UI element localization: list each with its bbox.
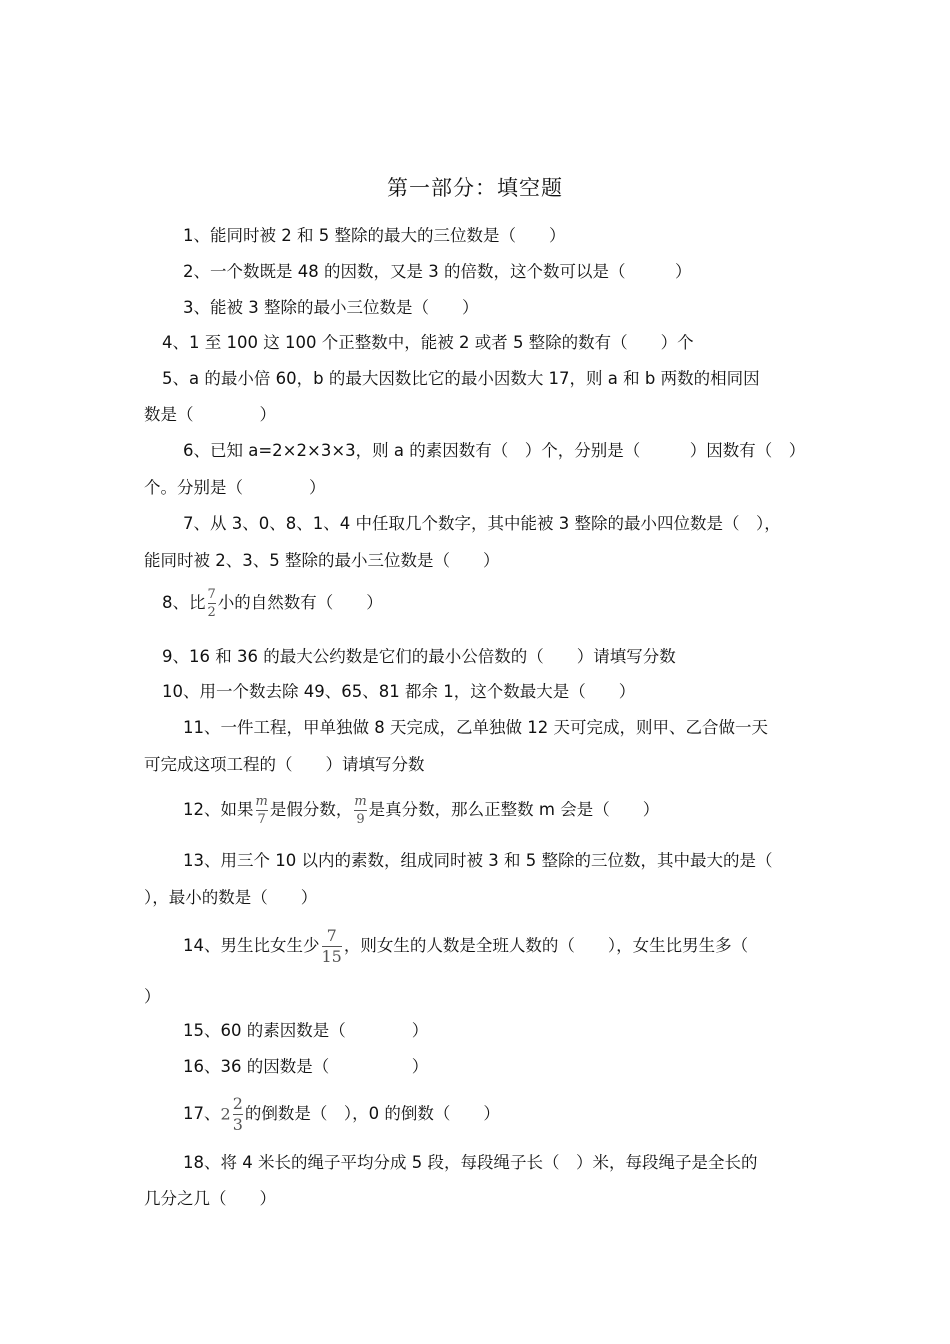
fraction-numerator: 7 xyxy=(326,926,337,945)
question-6-line-1: 6、已知 a=2×2×3×3，则 a 的素因数有（ ）个，分别是（ ）因数有（ ） xyxy=(183,441,806,460)
question-2: 2、一个数既是 48 的因数，又是 3 的倍数，这个数可以是（ ） xyxy=(183,262,692,281)
question-18-line-1: 18、将 4 米长的绳子平均分成 5 段，每段绳子长（ ）米，每段绳子是全长的 xyxy=(183,1153,758,1172)
fraction-m-over-7 xyxy=(256,795,268,826)
question-8 xyxy=(162,588,383,619)
fraction-denominator: 9 xyxy=(356,812,365,827)
fraction-denominator: 3 xyxy=(232,1115,243,1134)
fraction-numerator: m xyxy=(354,794,367,809)
question-5-line-2: 数是（ ） xyxy=(144,405,276,424)
question-15: 15、60 的素因数是（ ） xyxy=(183,1021,429,1040)
question-6-line-2: 个。分别是（ ） xyxy=(144,478,326,497)
question-11-line-1: 11、一件工程，甲单独做 8 天完成，乙单独做 12 天可完成，则甲、乙合做一天 xyxy=(183,718,768,737)
question-5-line-1: 5、a 的最小倍 60，b 的最大因数比它的最小因数大 17，则 a 和 b 两数的相同因 xyxy=(162,369,760,388)
question-14-line-2: ） xyxy=(144,987,161,1006)
question-11-line-2: 可完成这项工程的（ ）请填写分数 xyxy=(144,755,425,774)
fraction-numerator: 7 xyxy=(207,587,216,602)
fraction-m-over-9 xyxy=(354,795,366,826)
question-13-line-2: ），最小的数是（ ） xyxy=(144,888,318,907)
question-16: 16、36 的因数是（ ） xyxy=(183,1057,429,1076)
fraction-denominator: 7 xyxy=(257,812,266,827)
question-12-middle: 是假分数， xyxy=(269,800,353,819)
question-9: 9、16 和 36 的最大公约数是它们的最小公倍数的（ ）请填写分数 xyxy=(162,647,676,666)
question-17 xyxy=(183,1096,500,1133)
question-10: 10、用一个数去除 49、65、81 都余 1，这个数最大是（ ） xyxy=(162,682,636,701)
fraction-denominator: 15 xyxy=(321,947,342,966)
question-1: 1、能同时被 2 和 5 整除的最大的三位数是（ ） xyxy=(183,226,566,245)
question-18-line-2: 几分之几（ ） xyxy=(144,1189,276,1208)
fraction-numerator: 2 xyxy=(232,1094,243,1113)
question-8-suffix: 小的自然数有（ ） xyxy=(217,593,383,612)
fraction-7-over-15 xyxy=(322,928,342,965)
question-17-suffix: 的倒数是（ ），0 的倒数（ ） xyxy=(244,1104,500,1123)
question-4: 4、1 至 100 这 100 个正整数中，能被 2 或者 5 整除的数有（ ）个 xyxy=(162,333,694,352)
question-7-line-2: 能同时被 2、3、5 整除的最小三位数是（ ） xyxy=(144,551,500,570)
question-14-prefix: 14、男生比女生少 xyxy=(183,936,320,955)
question-17-prefix: 17、 xyxy=(183,1104,221,1123)
fraction-numerator: m xyxy=(255,794,268,809)
mixed-number-whole: 2 xyxy=(220,1104,231,1124)
question-3: 3、能被 3 整除的最小三位数是（ ） xyxy=(183,298,479,317)
question-14-suffix: ，则女生的人数是全班人数的（ ），女生比男生多（ xyxy=(343,936,749,955)
question-13-line-1: 13、用三个 10 以内的素数，组成同时被 3 和 5 整除的三位数，其中最大的是（ xyxy=(183,851,773,870)
question-12 xyxy=(183,795,659,826)
fraction-7-over-2 xyxy=(208,588,216,619)
question-12-prefix: 12、如果 xyxy=(183,800,254,819)
question-8-prefix: 8、比 xyxy=(162,593,206,612)
question-12-suffix: 是真分数，那么正整数 m 会是（ ） xyxy=(368,800,660,819)
fraction-2-over-3 xyxy=(233,1096,243,1133)
page-title: 第一部分：填空题 xyxy=(387,176,563,200)
fraction-denominator: 2 xyxy=(207,605,216,620)
question-14-line-1 xyxy=(183,928,748,965)
question-7-line-1: 7、从 3、0、8、1、4 中任取几个数字，其中能被 3 整除的最小四位数是（ ）， xyxy=(183,514,781,533)
